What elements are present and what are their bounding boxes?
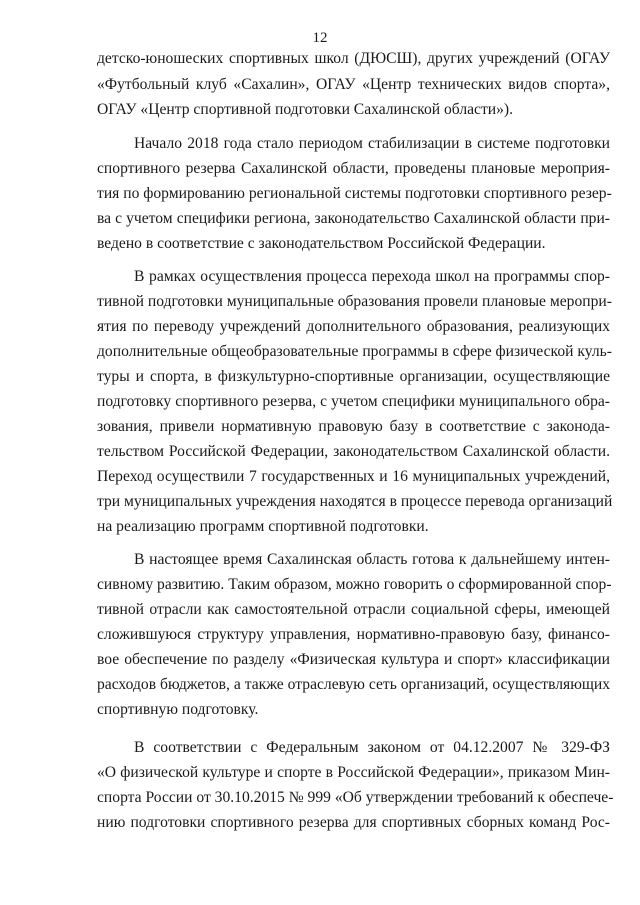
paragraph-first-line: В соответствии с Федеральным законом от 04.12.2007 № 329-ФЗ — [134, 739, 610, 756]
text-line: Переход осуществили 7 государственных и 16 муниципальных учреждений, — [97, 468, 610, 485]
text-line: ва с учетом специфики региона, законодательство Сахалинской области при- — [97, 210, 610, 227]
page-number: 12 — [312, 30, 328, 46]
text-line: подготовку спортивного резерва, с учетом специфики муниципального обра- — [97, 393, 610, 410]
paragraph-first-line: Начало 2018 года стало периодом стабилизации в системе подготовки — [134, 135, 610, 152]
text-line: «Футбольный клуб «Сахалин», ОГАУ «Центр технических видов спорта», — [97, 76, 610, 93]
text-line: спорта России от 30.10.2015 № 999 «Об утверждении требований к обеспече- — [97, 789, 614, 806]
text-line: зования, привели нормативную правовую базу в соответствие с законода- — [97, 418, 610, 435]
text-line: сивному развитию. Таким образом, можно говорить о сформированной спор- — [97, 576, 612, 593]
text-line: тивной отрасли как самостоятельной отрасли социальной сферы, имеющей — [97, 601, 610, 618]
text-line: на реализацию программ спортивной подготовки. — [97, 518, 429, 535]
text-line: туры и спорта, в физкультурно-спортивные организации, осуществляющие — [97, 368, 610, 385]
text-line: тия по формированию региональной системы подготовки спортивного резер- — [97, 185, 612, 202]
text-line: детско-юношеских спортивных школ (ДЮСШ), других учреждений (ОГАУ — [97, 50, 610, 67]
text-line: «О физической культуре и спорте в Российской Федерации», приказом Мин- — [97, 764, 610, 781]
text-line: вое обеспечение по разделу «Физическая культура и спорт» классификации — [97, 651, 610, 668]
text-line: тельством Российской Федерации, законодательством Сахалинской области. — [97, 443, 610, 460]
text-line: дополнительные общеобразовательные программы в сфере физической куль- — [97, 343, 612, 360]
text-line: тивной подготовки муниципальные образования провели плановые меропри- — [97, 293, 612, 310]
text-line: три муниципальных учреждения находятся в процессе перевода организаций — [97, 493, 613, 510]
paragraph-first-line: В настоящее время Сахалинская область готова к дальнейшему интен- — [134, 551, 610, 568]
text-line: нию подготовки спортивного резерва для спортивных сборных команд Рос- — [97, 814, 610, 831]
paragraph-first-line: В рамках осуществления процесса перехода школ на программы спор- — [134, 268, 610, 285]
text-line: ятия по переводу учреждений дополнительного образования, реализующих — [97, 318, 610, 335]
text-line: ведено в соответствие с законодательством Российской Федерации. — [97, 235, 546, 252]
text-line: спортивную подготовку. — [97, 701, 259, 718]
text-line: сложившуюся структуру управления, нормативно-правовую базу, финансо- — [97, 626, 610, 643]
text-line: спортивного резерва Сахалинской области, проведены плановые мероприя- — [97, 160, 610, 177]
text-line: ОГАУ «Центр спортивной подготовки Сахалинской области»). — [97, 101, 514, 118]
text-line: расходов бюджетов, а также отраслевую сеть организаций, осуществляющих — [97, 676, 610, 693]
